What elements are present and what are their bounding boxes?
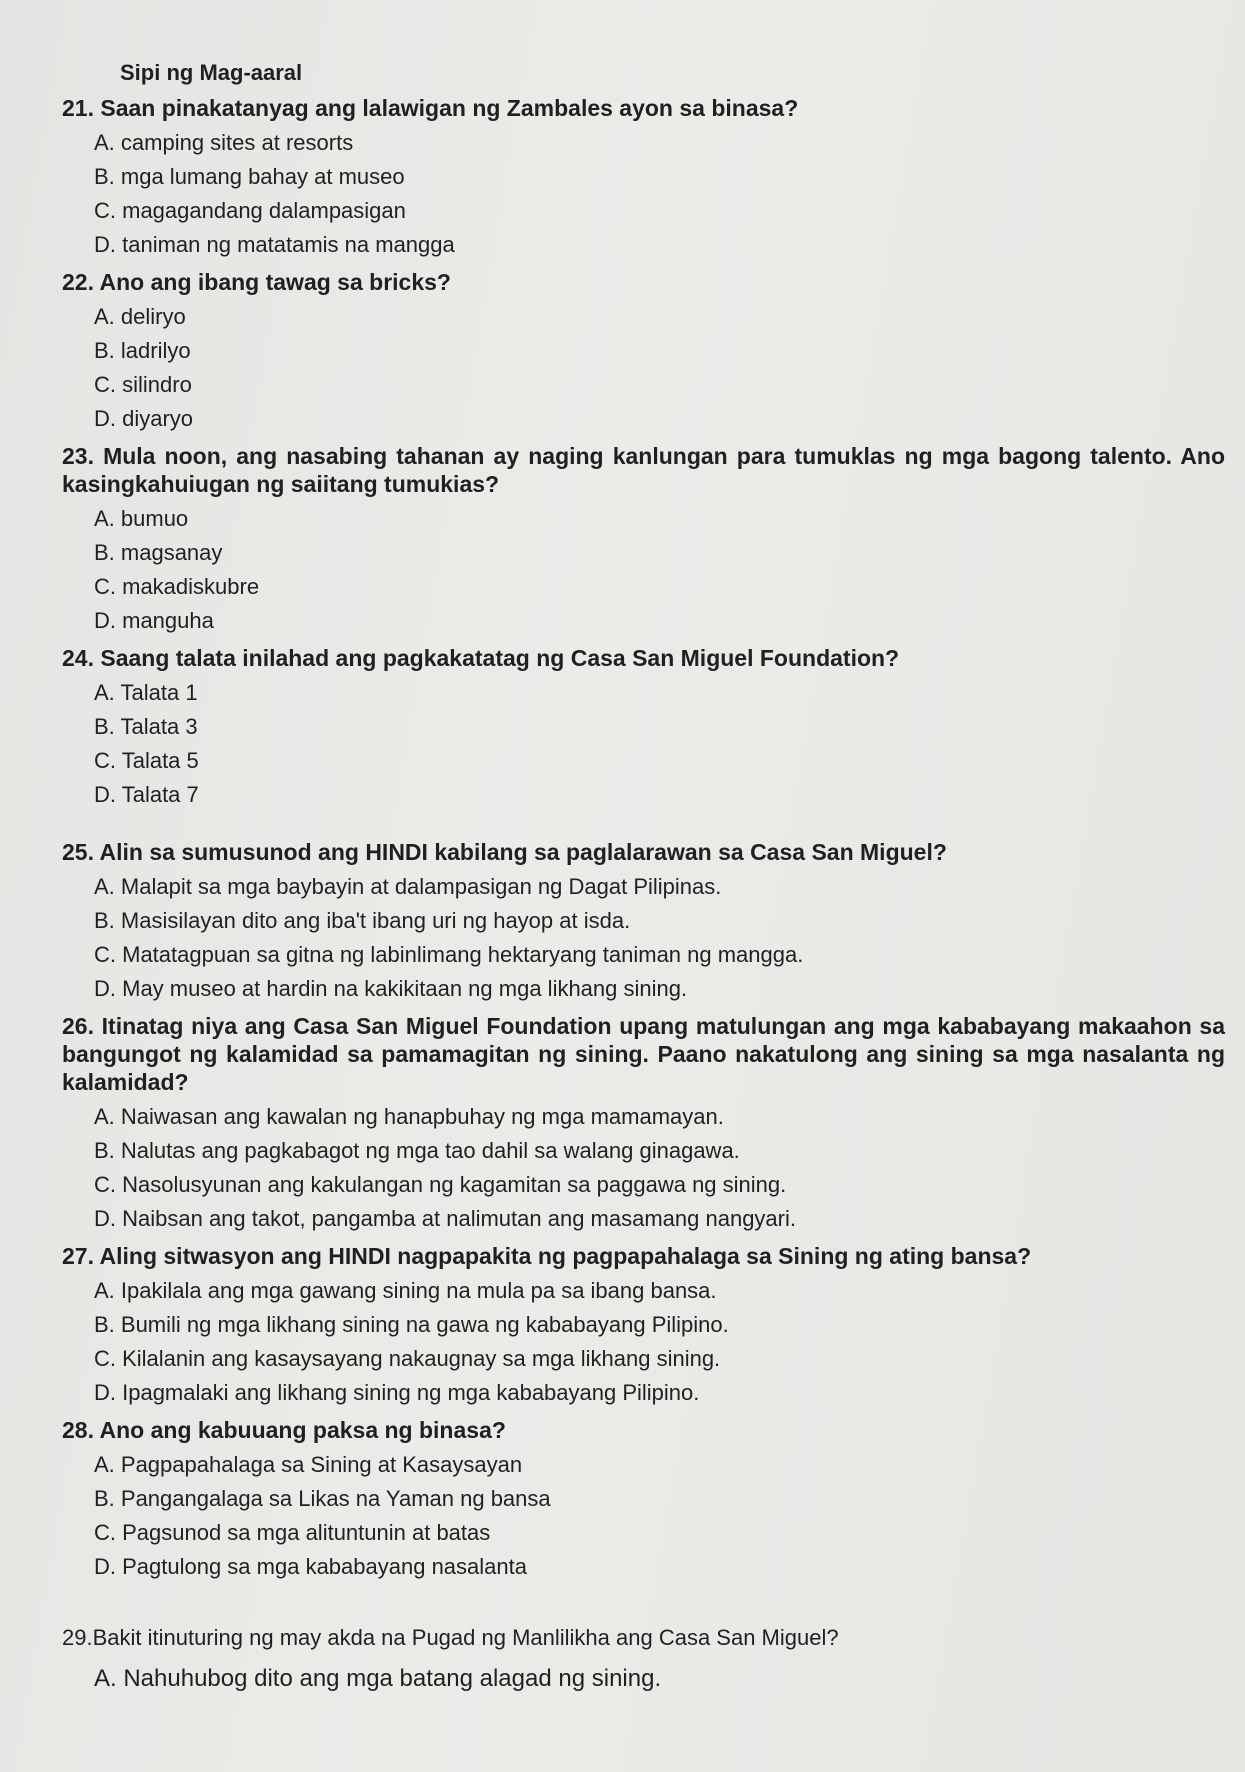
question-26: 26. Itinatag niya ang Casa San Miguel Foundation upang matulungan ang mga kababayang makaahon sa bangungot ng kalamidad sa pamamagitan ng sining. Paano nakatulong ang sining sa mga nasalanta ng kalamidad? (62, 1013, 1225, 1095)
question-25: 25. Alin sa sumusunod ang HINDI kabilang sa paglalarawan sa Casa San Miguel? (62, 839, 947, 865)
choice-24-a: A. Talata 1 (94, 680, 198, 705)
question-21: 21. Saan pinakatanyag ang lalawigan ng Zambales ayon sa binasa? (62, 95, 799, 121)
choice-23-b: B. magsanay (94, 540, 223, 565)
choice-29-a: A. Nahuhubog dito ang mga batang alagad ng sining. (94, 1665, 662, 1692)
choice-23-d: D. manguha (94, 608, 214, 633)
choice-24-c: C. Talata 5 (94, 748, 199, 773)
question-29: 29.Bakit itinuturing ng may akda na Pugad ng Manlilikha ang Casa San Miguel? (62, 1625, 839, 1650)
choice-21-d: D. taniman ng matatamis na mangga (94, 232, 455, 257)
question-24: 24. Saang talata inilahad ang pagkakatatag ng Casa San Miguel Foundation? (62, 645, 900, 671)
choice-28-b: B. Pangangalaga sa Likas na Yaman ng bansa (94, 1486, 551, 1511)
choices-27 (94, 1274, 1225, 1410)
choice-26-d: D. Naibsan ang takot, pangamba at nalimutan ang masamang nangyari. (94, 1206, 796, 1231)
choices-22 (94, 300, 1225, 436)
choice-26-c: C. Nasolusyunan ang kakulangan ng kagamitan sa paggawa ng sining. (94, 1172, 787, 1197)
choice-21-b: B. mga lumang bahay at museo (94, 164, 405, 189)
choices-25 (94, 870, 1225, 1006)
choice-21-c: C. magagandang dalampasigan (94, 198, 406, 223)
choice-27-b: B. Bumili ng mga likhang sining na gawa ng kababayang Pilipino. (94, 1312, 729, 1337)
choice-26-b: B. Nalutas ang pagkabagot ng mga tao dahil sa walang ginagawa. (94, 1138, 740, 1163)
choice-22-a: A. deliryo (94, 304, 186, 329)
choice-27-d: D. Ipagmalaki ang likhang sining ng mga kababayang Pilipino. (94, 1380, 700, 1405)
question-23: 23. Mula noon, ang nasabing tahanan ay naging kanlungan para tumuklas ng mga bagong talento. Ano kasingkahuiugan ng saiitang tumukias? (62, 443, 1225, 497)
choice-24-b: B. Talata 3 (94, 714, 198, 739)
choices-24 (94, 676, 1225, 812)
choice-27-a: A. Ipakilala ang mga gawang sining na mula pa sa ibang bansa. (94, 1278, 717, 1303)
choice-28-c: C. Pagsunod sa mga alituntunin at batas (94, 1520, 491, 1545)
question-22: 22. Ano ang ibang tawag sa bricks? (62, 269, 451, 295)
choice-26-a: A. Naiwasan ang kawalan ng hanapbuhay ng mga mamamayan. (94, 1104, 724, 1129)
choice-28-d: D. Pagtulong sa mga kababayang nasalanta (94, 1554, 527, 1579)
question-27: 27. Aling sitwasyon ang HINDI nagpapakita ng pagpapahalaga sa Sining ng ating bansa? (62, 1243, 1032, 1269)
choice-24-d: D. Talata 7 (94, 782, 199, 807)
choice-27-c: C. Kilalanin ang kasaysayang nakaugnay sa mga likhang sining. (94, 1346, 721, 1371)
choices-21 (94, 126, 1225, 262)
page-header: Sipi ng Mag-aaral (120, 60, 303, 85)
choice-23-c: C. makadiskubre (94, 574, 260, 599)
choice-28-a: A. Pagpapahalaga sa Sining at Kasaysayan (94, 1452, 523, 1477)
choice-22-c: C. silindro (94, 372, 192, 397)
choice-22-b: B. ladrilyo (94, 338, 191, 363)
choice-21-a: A. camping sites at resorts (94, 130, 354, 155)
question-28: 28. Ano ang kabuuang paksa ng binasa? (62, 1417, 506, 1443)
choices-28 (94, 1448, 1225, 1584)
choices-23 (94, 502, 1225, 638)
choices-29 (94, 1662, 1225, 1696)
choice-25-a: A. Malapit sa mga baybayin at dalampasigan ng Dagat Pilipinas. (94, 874, 722, 899)
choice-23-a: A. bumuo (94, 506, 189, 531)
choice-25-c: C. Matatagpuan sa gitna ng labinlimang hektaryang taniman ng mangga. (94, 942, 804, 967)
choices-26 (94, 1100, 1225, 1236)
choice-25-b: B. Masisilayan dito ang iba't ibang uri ng hayop at isda. (94, 908, 631, 933)
choice-22-d: D. diyaryo (94, 406, 194, 431)
choice-25-d: D. May museo at hardin na kakikitaan ng mga likhang sining. (94, 976, 688, 1001)
